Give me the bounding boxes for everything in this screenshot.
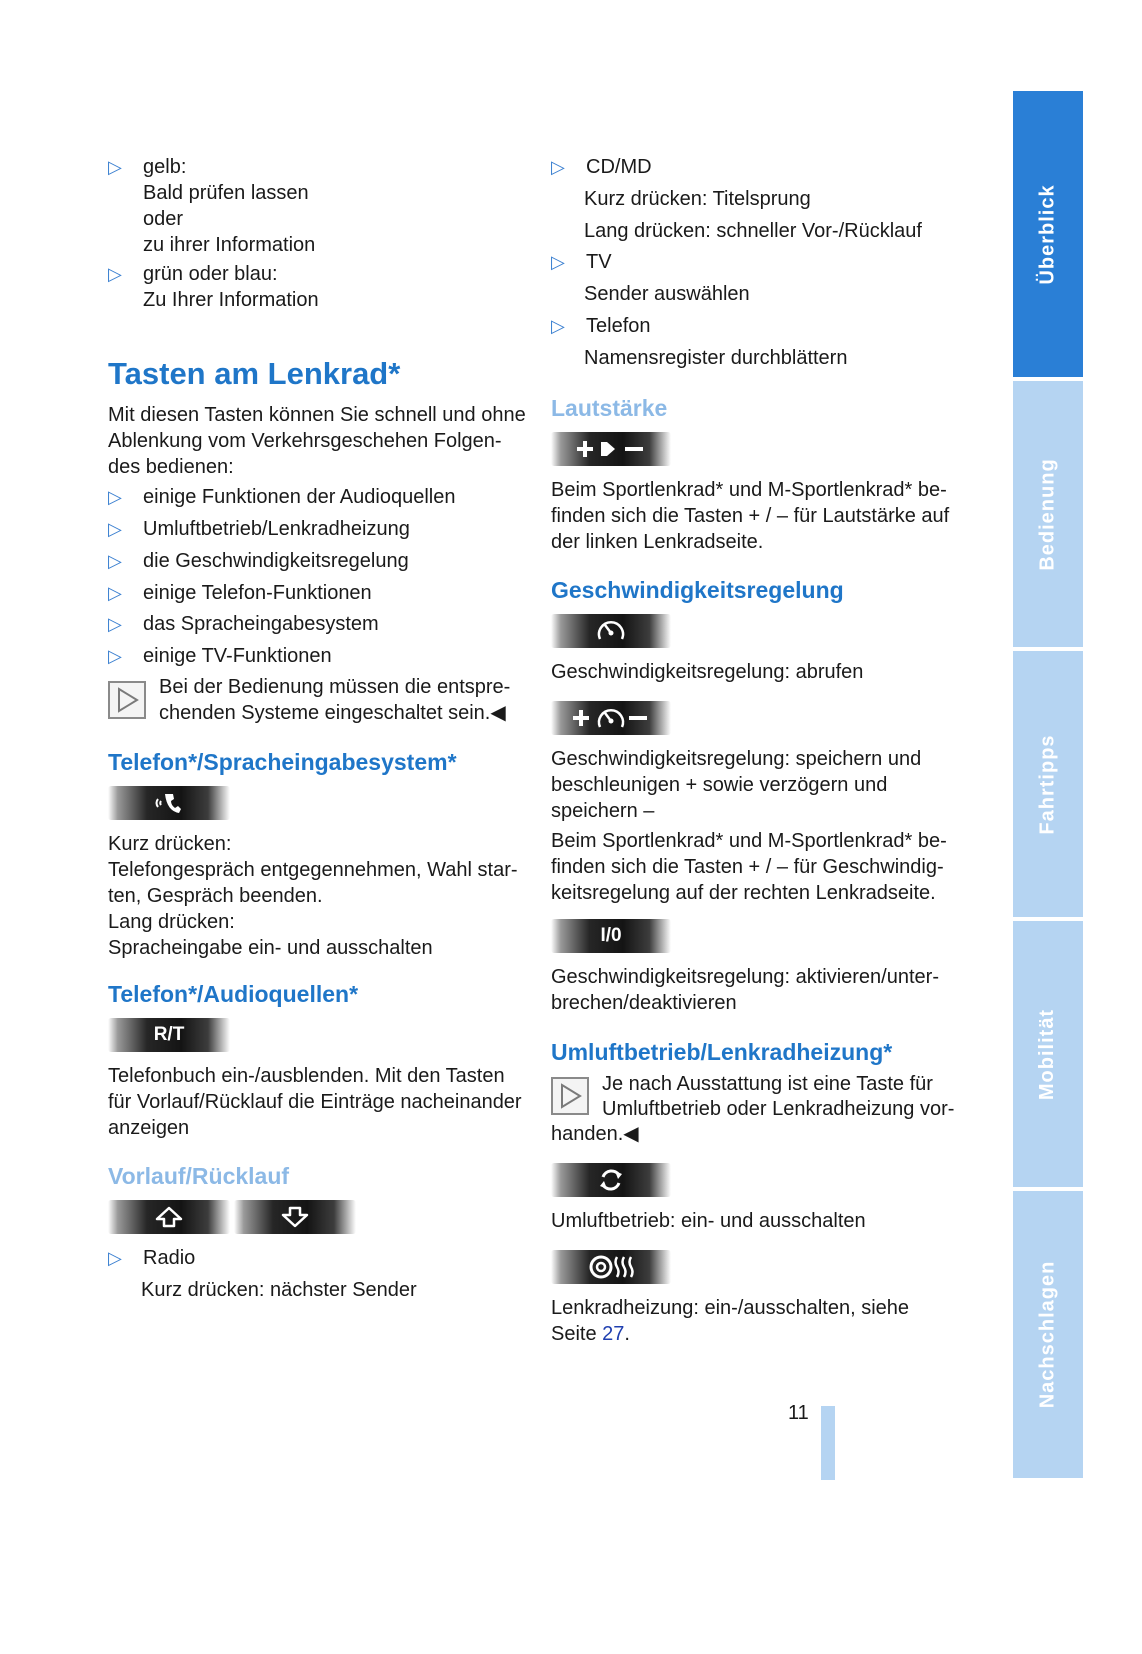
telefon-text: Namensregister durchblättern bbox=[584, 347, 848, 369]
page-marker bbox=[821, 1406, 835, 1480]
triangle-bullet-icon: ▷ bbox=[108, 551, 122, 571]
section-heading: Geschwindigkeitsregelung bbox=[551, 577, 844, 603]
tab-label: Fahrtipps bbox=[1036, 733, 1059, 835]
cd-short-text: Kurz drücken: Titelsprung bbox=[584, 188, 811, 210]
tab-label: Mobilität bbox=[1036, 1008, 1059, 1100]
triangle-bullet-icon: ▷ bbox=[551, 252, 565, 272]
lautstaerke-text: Beim Sportlenkrad* und M-Sportlenkrad* be- finden sich die Tasten + / – für Lautstärke auf der linken Lenkradseite. bbox=[551, 479, 950, 553]
cruise-sport-text: Beim Sportlenkrad* und M-Sportlenkrad* be- finden sich die Tasten + / – für Geschwindig- keitsregelung auf der rechten Lenkradseite. bbox=[551, 830, 947, 904]
telefon-audio-text: Telefonbuch ein-/ausblenden. Mit den Tasten für Vorlauf/Rücklauf die Einträge nacheinander anzeigen bbox=[108, 1065, 522, 1139]
speedometer-icon bbox=[595, 617, 627, 645]
triangle-bullet-icon: ▷ bbox=[108, 646, 122, 666]
tab-fahrtipps[interactable] bbox=[1013, 651, 1083, 917]
io-button: I/0 bbox=[551, 919, 671, 953]
telefon-sprache-text: Kurz drücken: Telefongespräch entgegennehmen, Wahl star- ten, Gespräch beenden. Lang drücken: Spracheingabe ein- und ausschalten bbox=[108, 833, 518, 959]
umluft-text: Umluftbetrieb: ein- und ausschalten bbox=[551, 1210, 866, 1232]
volume-button bbox=[551, 432, 671, 466]
triangle-bullet-icon: ▷ bbox=[108, 614, 122, 634]
tab-label: Bedienung bbox=[1036, 457, 1059, 571]
cd-long-text: Lang drücken: schneller Vor-/Rücklauf bbox=[584, 220, 922, 242]
umluft-note-line: handen.◀ bbox=[551, 1123, 639, 1145]
forward-button bbox=[108, 1200, 230, 1234]
note-icon bbox=[551, 1077, 589, 1115]
section-heading: Vorlauf/Rücklauf bbox=[108, 1163, 290, 1189]
section-heading: Telefon*/Audioquellen* bbox=[108, 981, 359, 1007]
tab-mobilitaet[interactable] bbox=[1013, 921, 1083, 1187]
cruise-plus-minus-button bbox=[551, 701, 671, 735]
tab-label: Überblick bbox=[1036, 183, 1059, 285]
triangle-bullet-icon: ▷ bbox=[108, 157, 122, 177]
heating-text: Lenkradheizung: ein-/ausschalten, siehe Seite 27. bbox=[551, 1297, 910, 1345]
tab-ueberblick[interactable] bbox=[1013, 91, 1083, 377]
steering-heating-button bbox=[551, 1250, 671, 1284]
page-number: 11 bbox=[788, 1402, 809, 1424]
arrow-down-icon bbox=[280, 1205, 310, 1229]
triangle-bullet-icon: ▷ bbox=[108, 264, 122, 284]
backward-button bbox=[234, 1200, 356, 1234]
voice-phone-icon bbox=[154, 790, 184, 816]
triangle-bullet-icon: ▷ bbox=[551, 157, 565, 177]
cruise-activate-text: Geschwindigkeitsregelung: aktivieren/unter- brechen/deaktivieren bbox=[551, 966, 939, 1014]
page-title: Tasten am Lenkrad* bbox=[108, 356, 401, 391]
steering-heating-icon bbox=[588, 1253, 634, 1281]
radio-text: Kurz drücken: nächster Sender bbox=[141, 1279, 417, 1301]
umluft-note-line: Umluftbetrieb oder Lenkradheizung vor- bbox=[602, 1098, 955, 1120]
section-heading: Lautstärke bbox=[551, 395, 668, 421]
rt-button: R/T bbox=[108, 1018, 230, 1052]
recirculation-button bbox=[551, 1163, 671, 1197]
voice-phone-button bbox=[108, 786, 230, 820]
note-icon bbox=[108, 681, 146, 719]
page-reference-link[interactable]: 27 bbox=[602, 1323, 625, 1345]
triangle-bullet-icon: ▷ bbox=[108, 487, 122, 507]
section-heading: Telefon*/Spracheingabesystem* bbox=[108, 749, 457, 775]
volume-icon bbox=[571, 437, 651, 461]
cruise-store-text: Geschwindigkeitsregelung: speichern und beschleunigen + sowie verzögern und speichern – bbox=[551, 748, 922, 822]
tab-bedienung[interactable] bbox=[1013, 381, 1083, 647]
cruise-recall-text: Geschwindigkeitsregelung: abrufen bbox=[551, 661, 864, 683]
triangle-bullet-icon: ▷ bbox=[551, 316, 565, 336]
note-text: Bei der Bedienung müssen die entspre- chenden Systeme eingeschaltet sein.◀ bbox=[159, 676, 511, 724]
tab-label: Nachschlagen bbox=[1036, 1260, 1059, 1409]
triangle-bullet-icon: ▷ bbox=[108, 1248, 122, 1268]
cruise-control-button bbox=[551, 614, 671, 648]
speedometer-plus-minus-icon bbox=[569, 704, 653, 732]
triangle-bullet-icon: ▷ bbox=[108, 583, 122, 603]
umluft-note-line: Je nach Ausstattung ist eine Taste für bbox=[602, 1073, 933, 1095]
section-heading: Umluftbetrieb/Lenkradheizung* bbox=[551, 1039, 893, 1065]
triangle-bullet-icon: ▷ bbox=[108, 519, 122, 539]
tab-nachschlagen[interactable] bbox=[1013, 1191, 1083, 1478]
tv-text: Sender auswählen bbox=[584, 283, 750, 305]
intro-paragraph: Mit diesen Tasten können Sie schnell und ohne Ablenkung vom Verkehrsgeschehen Folgen- des bedienen: bbox=[108, 404, 526, 478]
recirculation-icon bbox=[596, 1165, 626, 1195]
arrow-up-icon bbox=[154, 1205, 184, 1229]
